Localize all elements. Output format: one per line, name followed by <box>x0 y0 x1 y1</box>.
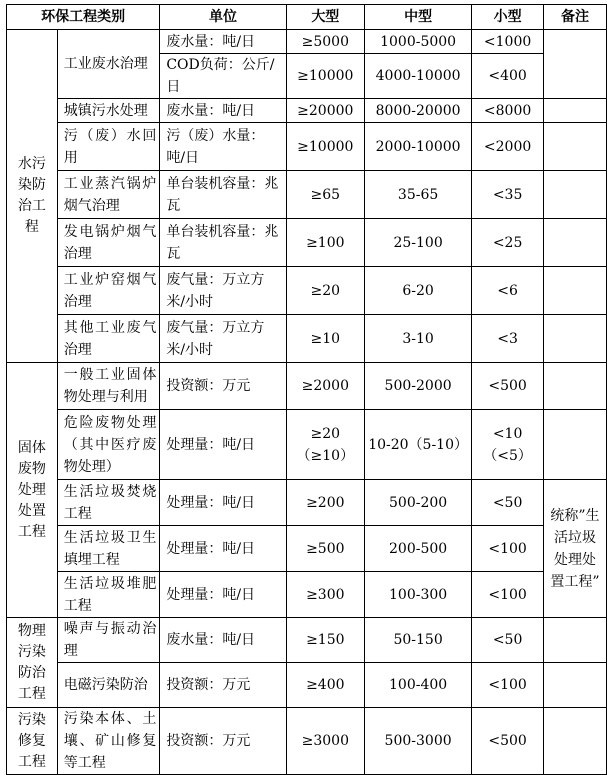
item-cell: 噪声与振动治理 <box>57 618 160 663</box>
large-cell: ≥10000 <box>286 54 364 99</box>
header-category: 环保工程类别 <box>7 5 160 30</box>
unit-cell: 处理量：吨/日 <box>160 572 286 618</box>
medium-cell: 500-200 <box>364 480 471 526</box>
item-cell: 工业蒸汽锅炉烟气治理 <box>57 171 160 219</box>
header-large: 大型 <box>286 5 364 30</box>
header-small: 小型 <box>472 5 544 30</box>
item-cell: 电磁污染防治 <box>57 663 160 708</box>
small-cell: <8000 <box>472 99 544 123</box>
large-cell: ≥400 <box>286 663 364 708</box>
medium-cell: 50-150 <box>364 618 471 663</box>
table-row <box>7 267 607 315</box>
category-cell: 固体废物处理处置工程 <box>7 363 58 618</box>
medium-cell: 6-20 <box>364 267 471 315</box>
large-cell: ≥5000 <box>286 30 364 54</box>
unit-cell: 废气量：万立方米/小时 <box>160 267 286 315</box>
medium-cell: 4000-10000 <box>364 54 471 99</box>
large-cell: ≥10000 <box>286 123 364 171</box>
note-cell <box>543 410 606 480</box>
small-cell: <500 <box>472 708 544 775</box>
small-cell: <25 <box>472 219 544 267</box>
table-row <box>7 480 607 526</box>
note-cell <box>543 663 606 708</box>
unit-cell: 投资额：万元 <box>160 363 286 410</box>
header-medium: 中型 <box>364 5 471 30</box>
note-cell <box>543 618 606 663</box>
medium-cell: 2000-10000 <box>364 123 471 171</box>
medium-cell: 100-300 <box>364 572 471 618</box>
unit-cell: 处理量：吨/日 <box>160 526 286 572</box>
item-cell: 城镇污水处理 <box>57 99 160 123</box>
medium-cell: 3-10 <box>364 315 471 363</box>
large-cell: ≥20（≥10） <box>286 410 364 480</box>
unit-cell: 单台装机容量：兆瓦 <box>160 219 286 267</box>
note-cell <box>543 123 606 171</box>
unit-cell: 投资额：万元 <box>160 663 286 708</box>
large-cell: ≥500 <box>286 526 364 572</box>
table-row <box>7 219 607 267</box>
table-row <box>7 572 607 618</box>
unit-cell: 废水量：吨/日 <box>160 618 286 663</box>
table-row <box>7 30 607 54</box>
unit-cell: 污（废）水量：吨/日 <box>160 123 286 171</box>
medium-cell: 1000-5000 <box>364 30 471 54</box>
large-cell: ≥100 <box>286 219 364 267</box>
unit-cell: 投资额：万元 <box>160 708 286 775</box>
item-cell: 生活垃圾焚烧工程 <box>57 480 160 526</box>
large-cell: ≥150 <box>286 618 364 663</box>
note-cell <box>543 363 606 410</box>
table-row <box>7 123 607 171</box>
header-unit: 单位 <box>160 5 286 30</box>
unit-cell: 废水量：吨/日 <box>160 30 286 54</box>
category-cell: 水污染防治工程 <box>7 30 58 363</box>
note-cell <box>543 708 606 775</box>
note-cell <box>543 30 606 99</box>
large-cell: ≥20 <box>286 267 364 315</box>
item-cell: 危险废物处理（其中医疗废物处理） <box>57 410 160 480</box>
medium-cell: 35-65 <box>364 171 471 219</box>
small-cell: <100 <box>472 526 544 572</box>
item-cell: 工业炉窑烟气治理 <box>57 267 160 315</box>
small-cell: <500 <box>472 363 544 410</box>
item-cell: 生活垃圾卫生填埋工程 <box>57 526 160 572</box>
item-cell: 污（废）水回用 <box>57 123 160 171</box>
small-cell: <6 <box>472 267 544 315</box>
small-cell: <3 <box>472 315 544 363</box>
unit-cell: 废水量：吨/日 <box>160 99 286 123</box>
engineering-scale-table <box>6 4 607 775</box>
medium-cell: 100-400 <box>364 663 471 708</box>
large-cell: ≥20000 <box>286 99 364 123</box>
table-row <box>7 363 607 410</box>
large-cell: ≥200 <box>286 480 364 526</box>
medium-cell: 500-3000 <box>364 708 471 775</box>
small-cell: <1000 <box>472 30 544 54</box>
medium-cell: 25-100 <box>364 219 471 267</box>
large-cell: ≥10 <box>286 315 364 363</box>
table-row <box>7 663 607 708</box>
small-cell: <10（<5） <box>472 410 544 480</box>
header-note: 备注 <box>543 5 606 30</box>
table-row <box>7 526 607 572</box>
item-cell: 污染本体、土壤、矿山修复等工程 <box>57 708 160 775</box>
table-row <box>7 708 607 775</box>
medium-cell: 500-2000 <box>364 363 471 410</box>
table-row <box>7 410 607 480</box>
medium-cell: 200-500 <box>364 526 471 572</box>
note-cell <box>543 219 606 267</box>
item-cell: 一般工业固体物处理与利用 <box>57 363 160 410</box>
table-row <box>7 315 607 363</box>
medium-cell: 10-20（5-10） <box>364 410 471 480</box>
note-cell: 统称”生活垃圾处理处置工程” <box>543 480 606 618</box>
small-cell: <400 <box>472 54 544 99</box>
large-cell: ≥3000 <box>286 708 364 775</box>
small-cell: <35 <box>472 171 544 219</box>
item-cell: 工业废水治理 <box>57 30 160 99</box>
table-row <box>7 171 607 219</box>
note-cell <box>543 267 606 315</box>
large-cell: ≥65 <box>286 171 364 219</box>
category-cell: 污染修复工程 <box>7 708 58 775</box>
note-cell <box>543 315 606 363</box>
small-cell: <100 <box>472 663 544 708</box>
table-row <box>7 618 607 663</box>
large-cell: ≥2000 <box>286 363 364 410</box>
item-cell: 其他工业废气治理 <box>57 315 160 363</box>
table-row <box>7 99 607 123</box>
unit-cell: COD负荷：公斤/日 <box>160 54 286 99</box>
small-cell: <2000 <box>472 123 544 171</box>
note-cell <box>543 99 606 123</box>
unit-cell: 单台装机容量：兆瓦 <box>160 171 286 219</box>
medium-cell: 8000-20000 <box>364 99 471 123</box>
small-cell: <100 <box>472 572 544 618</box>
small-cell: <50 <box>472 480 544 526</box>
unit-cell: 废气量：万立方米/小时 <box>160 315 286 363</box>
note-cell <box>543 171 606 219</box>
header-row <box>7 5 607 30</box>
unit-cell: 处理量：吨/日 <box>160 410 286 480</box>
small-cell: <50 <box>472 618 544 663</box>
large-cell: ≥300 <box>286 572 364 618</box>
item-cell: 生活垃圾堆肥工程 <box>57 572 160 618</box>
item-cell: 发电锅炉烟气治理 <box>57 219 160 267</box>
unit-cell: 处理量：吨/日 <box>160 480 286 526</box>
category-cell: 物理污染防治工程 <box>7 618 58 708</box>
